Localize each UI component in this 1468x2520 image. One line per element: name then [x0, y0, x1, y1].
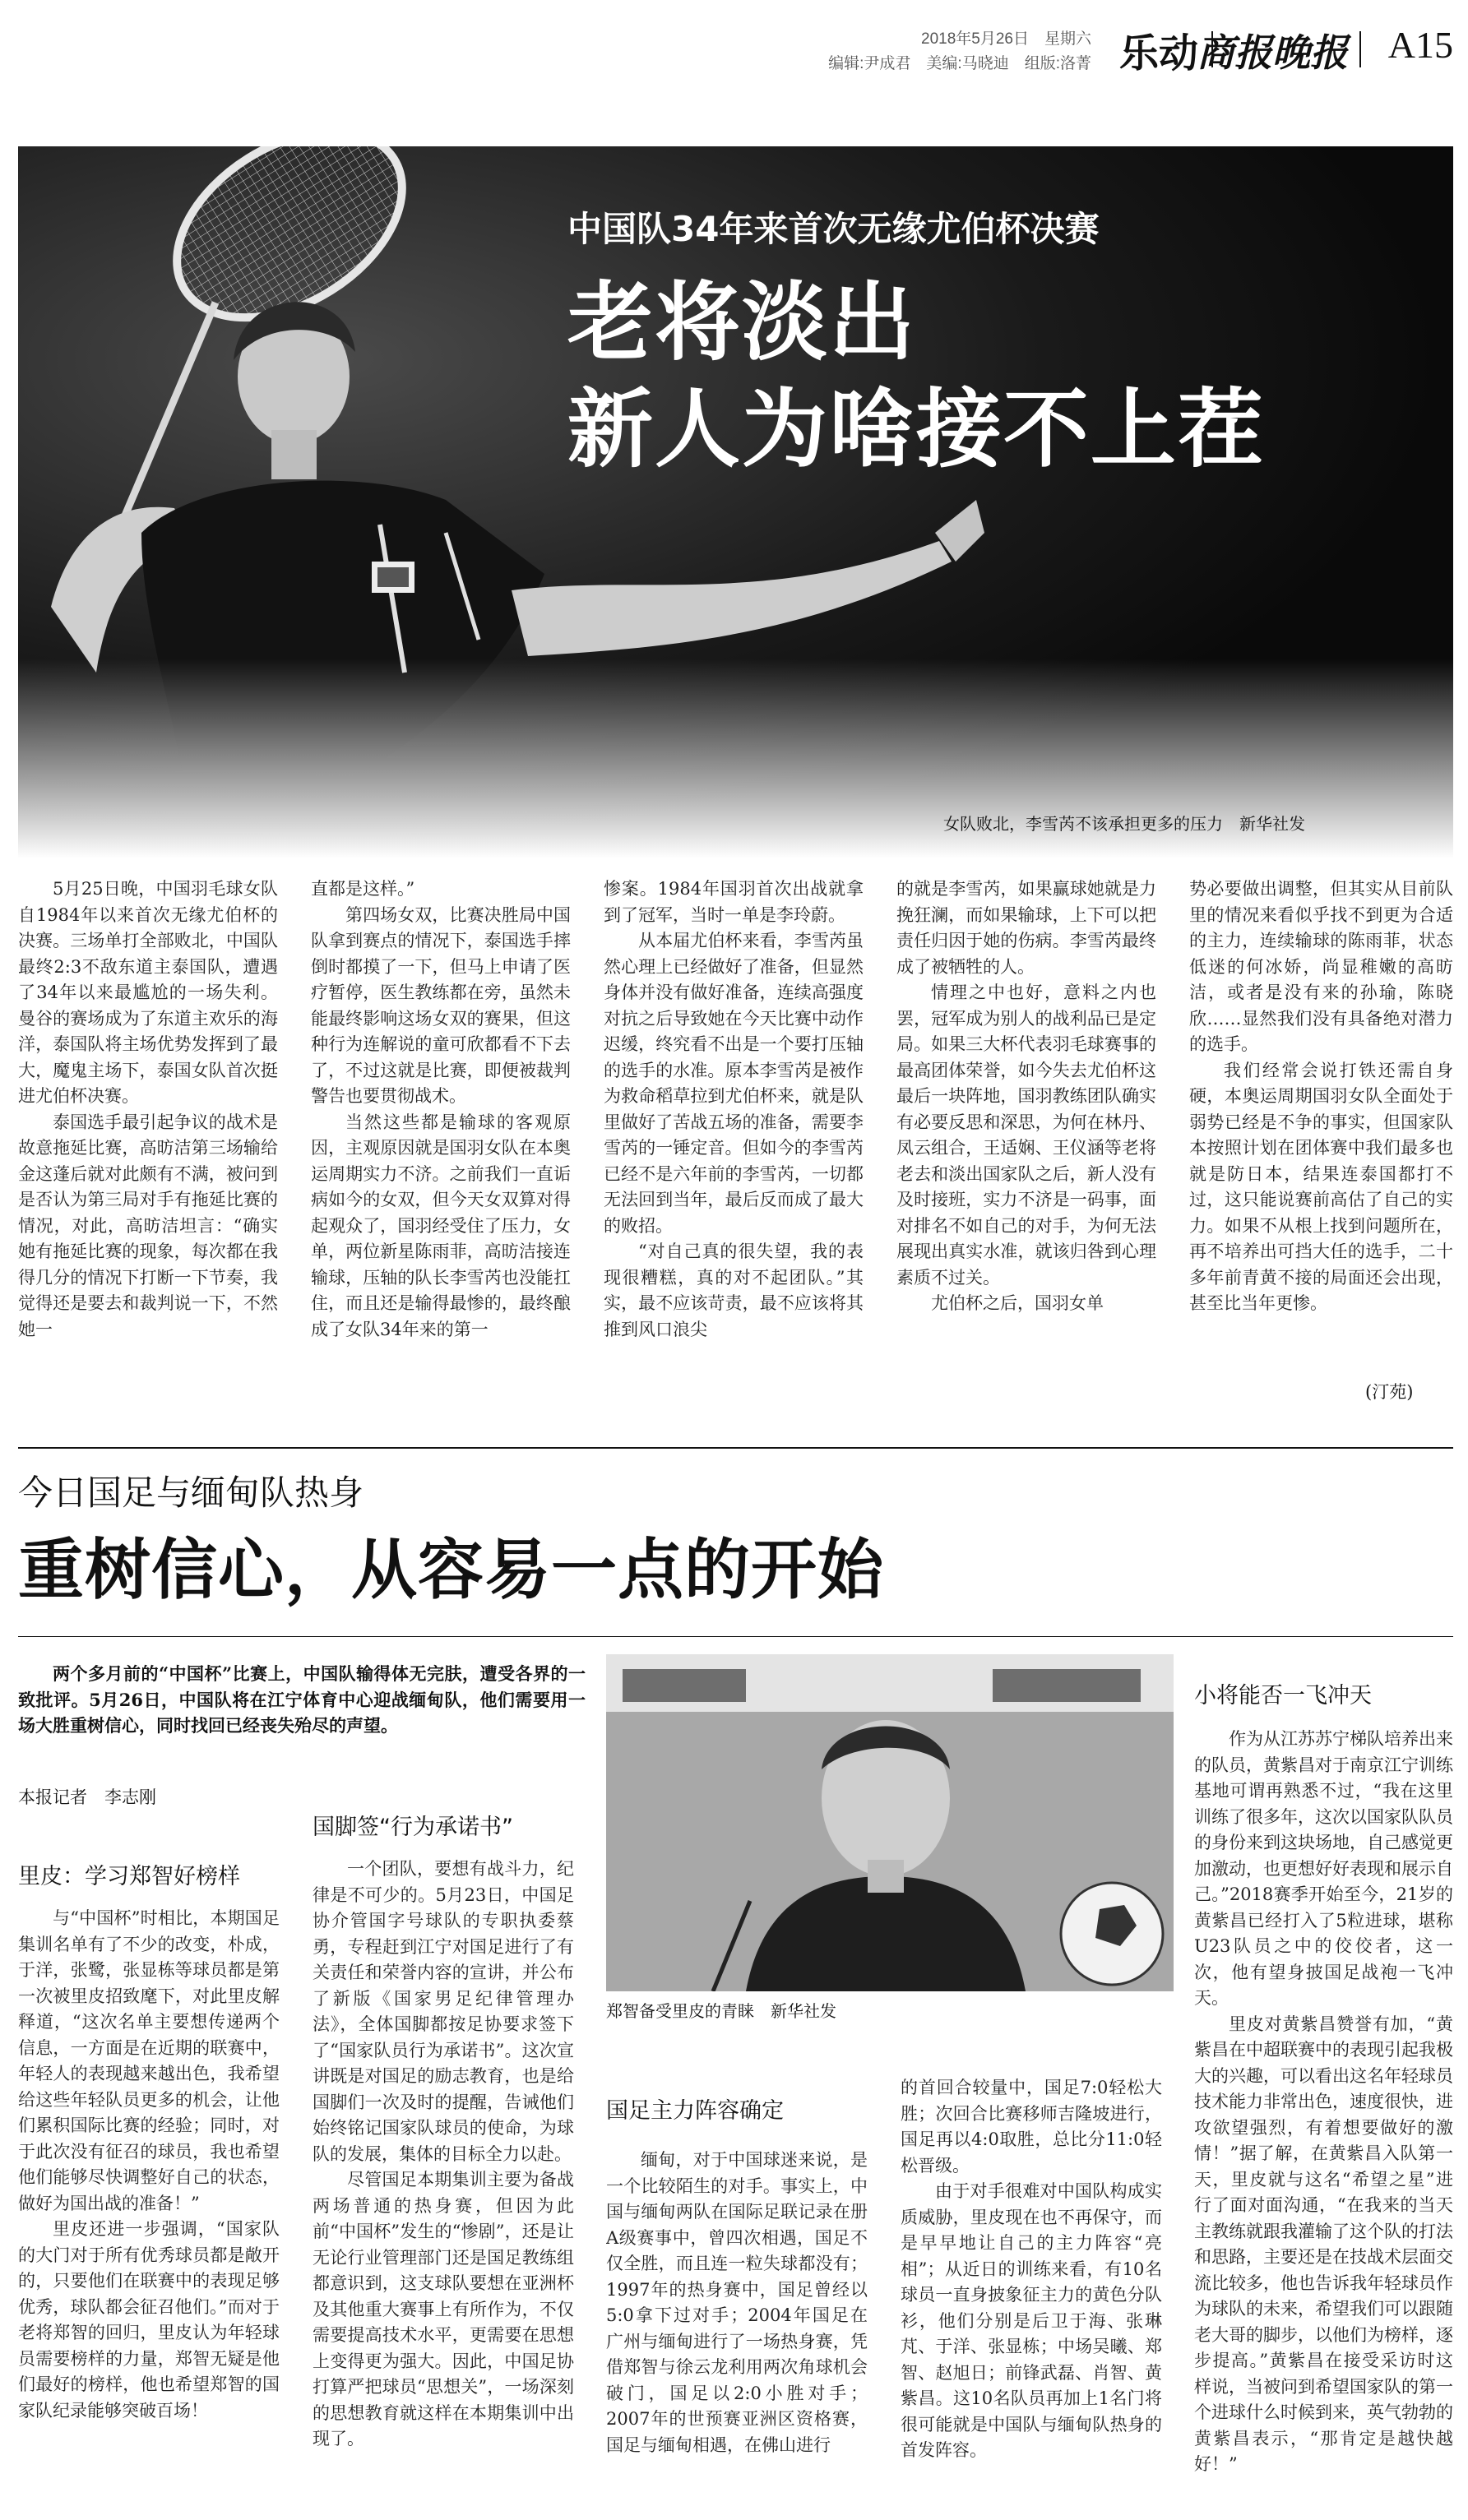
article-column	[313, 1856, 574, 2506]
masthead	[18, 15, 1453, 74]
paragraph: 直都是这样。”	[311, 879, 415, 899]
article-column	[18, 876, 278, 1427]
paragraph: 势必要做出调整，但其实从目前队里的情况来看似乎找不到更为合适的主力，连续输球的陈雨菲，状态低迷的何冰娇，尚显稚嫩的高昉洁，或者是没有来的孙瑜，陈晓欣……显然我们没有具备绝对潜力的选手。	[1189, 879, 1453, 1054]
paragraph: 尤伯杯之后，国羽女单	[931, 1293, 1104, 1313]
issue-date: 2018年5月26日 星期六	[921, 30, 1091, 48]
subheading: 国足主力阵容确定	[606, 2098, 784, 2124]
story-lead: 两个多月前的“中国杯”比赛上，中国队输得体无完肤，遭受各界的一致批评。5月26日，中国队将在江宁体育中心迎战缅甸队，他们需要用一场大胜重树信心，同时找回已经丧失殆尽的声望。	[18, 1663, 586, 1736]
article-column	[896, 876, 1156, 1427]
masthead-divider	[1359, 31, 1361, 67]
paragraph: 泰国选手最引起争议的战术是故意拖延比赛，高昉洁第三场输给金这蓬后就对此颇有不满，被问到是否认为第三局对手有拖延比赛的情况，对此，高昉洁坦言：“确实她有拖延比赛的现象，每次都在我得几分的情况下打断一下节奏，我觉得还是要去和裁判说一下，不然她一	[18, 1112, 278, 1339]
paragraph: 一个团队，要想有战斗力，纪律是不可少的。5月23日，中国足协介管国字号球队的专职执委蔡勇，专程赶到江宁对国足进行了有关责任和荣誉内容的宣讲，并公布了新版《国家男足纪律管理办法》，全体国脚都按足协要求签下了“国家队员行为承诺书”。这次宣讲既是对国足的励志教育，也是给国脚们一次及时的提醒，告诫他们始终铭记国家队球员的使命，为球队的发展，集体的目标全力以赴。	[313, 1859, 574, 2164]
news-photo	[606, 1654, 1174, 1991]
paragraph: 尽管国足本期集训主要为备战两场普通的热身赛，但因为此前“中国杯”发生的“惨剧”，还是让无论行业管理部门还是国足教练组都意识到，这支球队要想在亚洲杯及其他重大赛事上有所作为，不仅需要提高技术水平，更需要在思想上变得更为强大。因此，中国足协打算严把球员“思想关”，一场深刻的思想教育就这样在本期集训中出现了。	[313, 2170, 574, 2448]
paragraph: 我们经常会说打铁还需自身硬，本奥运周期国羽女队全面处于弱势已经是不争的事实，但国家队本按照计划在团体赛中我们最多也就是防日本，结果连泰国都打不过，这只能说赛前高估了自己的实力。如果不从根上找到问题所在，再不培养出可挡大任的选手，二十多年前青黄不接的局面还会出现，甚至比当年更惨。	[1189, 1060, 1453, 1313]
photo-caption: 女队败北，李雪芮不该承担更多的压力 新华社发	[943, 814, 1305, 834]
paragraph: 第四场女双，比赛决胜局中国队拿到赛点的情况下，泰国选手摔倒时都摸了一下，但马上申请了医疗暂停，医生教练都在旁，虽然未能最终影响这场女双的赛果，但这种行为连解说的童可欣都看不下去了，不过这就是比赛，即便被裁判警告也要贯彻战术。	[311, 904, 571, 1106]
photo-caption: 郑智备受里皮的青睐 新华社发	[606, 2001, 836, 2021]
paragraph: 当然这些都是输球的客观原因，主观原因就是国羽女队在本奥运周期实力不济。之前我们一直诟病如今的女双，但今天女双算对得起观众了，国羽经受住了压力，女单，两位新星陈雨菲，高昉洁接连输球，压轴的队长李雪芮也没能扛住，而且还是输得最惨的，最终酿成了女队34年来的第一	[311, 1112, 571, 1339]
paragraph: 与“中国杯”时相比，本期国足集训名单有了不少的改变，朴成，于洋，张鹭，张显栋等球员都是第一次被里皮招致麾下，对此里皮解释道，“这次名单主要想传递两个信息，一方面是在近期的联赛中，年轻人的表现越来越出色，我希望给这些年轻队员更多的机会，让他们累积国际比赛的经验；同时，对于此次没有征召的球员，我也希望他们能够尽快调整好自己的状态，做好为国出战的准备！”	[18, 1908, 280, 2213]
story-headline: 重树信心，从容易一点的开始	[18, 1532, 884, 1608]
article-column	[18, 1906, 280, 2506]
article-author: (汀苑)	[1365, 1382, 1414, 1402]
section-name: 乐动	[1118, 30, 1198, 76]
subheading: 国脚签“行为承诺书”	[313, 1815, 513, 1840]
paragraph: 里皮对黄紫昌赞誉有加，“黄紫昌在中超联赛中的表现引起我极大的兴趣，可以看出这名年轻球员技术能力非常出色，速度很快，进攻欲望强烈，有着想要做好的激情！”据了解，在黄紫昌入队第一天，里皮就与这名“希望之星”进行了面对面沟通，“在我来的当天主教练就跟我灌输了这个队的打法和思路，主要还是在技战术层面交流比较多，他也告诉我年轻球员作为球队的未来，希望我们可以跟随老大哥的脚步，以他们为榜样，逐步提高。”黄紫昌在接受采访时这样说，当被问到希望国家队的第一个进球什么时候到来，英气勃勃的黄紫昌表示，“那肯定是越快越好！”	[1194, 2014, 1453, 2474]
paragraph: “对自己真的很失望，我的表现很糟糕，真的对不起团队。”其实，最不应该苛责，最不应该将其推到风口浪尖	[604, 1242, 864, 1339]
story-kicker: 中国队34年来首次无缘尤伯杯决赛	[567, 209, 1100, 249]
paragraph: 里皮还进一步强调，“国家队的大门对于所有优秀球员都是敞开的，只要他们在联赛中的表现足够优秀，球队都会征召他们。”而对于老将郑智的回归，里皮认为年轻球员需要榜样的力量，郑智无疑是他们最好的榜样，他也希望郑智的国家队纪录能够突破百场！	[18, 2219, 280, 2421]
paragraph: 作为从江苏苏宁梯队培养出来的队员，黄紫昌对于南京江宁训练基地可谓再熟悉不过，“我在这里训练了很多年，这次以国家队队员的身份来到这块场地，自己感觉更加激动，也更想好好表现和展示自己。”2018赛季开始至今，21岁的黄紫昌已经打入了5粒进球，堪称U23队员之中的佼佼者，这一次，他有望身披国足战袍一飞冲天。	[1194, 1729, 1453, 2008]
staff-credits: 编辑:尹成君 美编:马晓迪 组版:洛菁	[828, 55, 1091, 72]
paragraph: 5月25日晚，中国羽毛球女队自1984年以来首次无缘尤伯杯的决赛。三场单打全部败北，中国队最终2:3不敌东道主泰国队，遭遇了34年以来最尴尬的一场失利。曼谷的赛场成为了东道主欢乐的海洋，泰国队将主场优势发挥到了最大，魔鬼主场下，泰国女队首次挺进尤伯杯决赛。	[18, 879, 278, 1106]
paragraph: 从本届尤伯杯来看，李雪芮虽然心理上已经做好了准备，但显然身体并没有做好准备，连续高强度对抗之后导致她在今天比赛中动作迟缓，终究看不出是一个要打压轴的选手的水准。原本李雪芮是被作为救命稻草拉到尤伯杯来，就是队里做好了苦战五场的准备，需要李雪芮的一锤定音。但如今的李雪芮已经不是六年前的李雪芮，一切都无法回到当年，最后反而成了最大的败招。	[604, 931, 864, 1236]
article-column	[901, 2075, 1162, 2509]
story-headline: 老将淡出	[567, 272, 917, 372]
section-rule	[18, 1636, 1453, 1637]
paragraph: 的首回合较量中，国足7:0轻松大胜；次回合比赛移师吉隆坡进行，国足再以4:0取胜，总比分11:0轻松晋级。	[901, 2078, 1162, 2176]
paragraph: 缅甸，对于中国球迷来说，是一个比较陌生的对手。事实上，中国与缅甸两队在国际足联记录在册A级赛事中，曾四次相遇，国足不仅全胜，而且连一粒失球都没有；1997年的热身赛中，国足曾经以5:0拿下过对手；2004年国足在广州与缅甸进行了一场热身赛，凭借郑智与徐云龙利用两次角球机会破门，国足以2:0小胜对手；2007年的世预赛亚洲区资格赛，国足与缅甸相遇，在佛山进行	[606, 2150, 868, 2455]
subheading: 小将能否一飞冲天	[1194, 1683, 1372, 1709]
paragraph: 惨案。1984年国羽首次出战就拿到了冠军，当时一单是李玲蔚。	[604, 879, 864, 925]
article-column	[1189, 876, 1453, 1370]
hero-photo	[18, 146, 1453, 858]
press-conference-illustration	[606, 1654, 1174, 1991]
article-column	[606, 2148, 868, 2509]
story-kicker: 今日国足与缅甸队热身	[18, 1473, 364, 1513]
reporter-byline: 本报记者 李志刚	[18, 1787, 156, 1807]
paragraph: 由于对手很难对中国队构成实质威胁，里皮现在也不再保守，而是早早地让自己的主力阵容“亮相”；从近日的训练来看，有10名球员一直身披象征主力的黄色分队衫，他们分别是后卫于海、张琳芃、于洋、张显栋；中场吴曦、郑智、赵旭日；前锋武磊、肖智、黄紫昌。这10名队员再加上1名门将很可能就是中国队与缅甸队热身的首发阵容。	[901, 2181, 1162, 2460]
section-rule	[18, 1447, 1453, 1449]
paragraph: 的就是李雪芮，如果赢球她就是力挽狂澜，而如果输球，上下可以把责任归因于她的伤病。李雪芮最终成了被牺牲的人。	[896, 879, 1156, 977]
paragraph: 情理之中也好，意料之内也罢，冠军成为别人的战利品已是定局。如果三大杯代表羽毛球赛事的最高团体荣誉，如今失去尤伯杯这最后一块阵地，国羽教练团队确实有必要反思和深思，为何在林丹、凤云组合，王适娴、王仪涵等老将老去和淡出国家队之后，新人没有及时接班，实力不济是一码事，面对排名不如自己的对手，为何无法展现出真实水准，就该归咎到心理素质不过关。	[896, 983, 1156, 1288]
newspaper-logo: 商报晚报	[1197, 30, 1348, 75]
article-column	[604, 876, 864, 1427]
page-number: A15	[1387, 24, 1453, 66]
article-column	[311, 876, 571, 1427]
article-column	[1194, 1727, 1453, 2509]
subheading: 里皮：学习郑智好榜样	[18, 1864, 240, 1889]
story-headline: 新人为啥接不上茬	[567, 379, 1266, 479]
